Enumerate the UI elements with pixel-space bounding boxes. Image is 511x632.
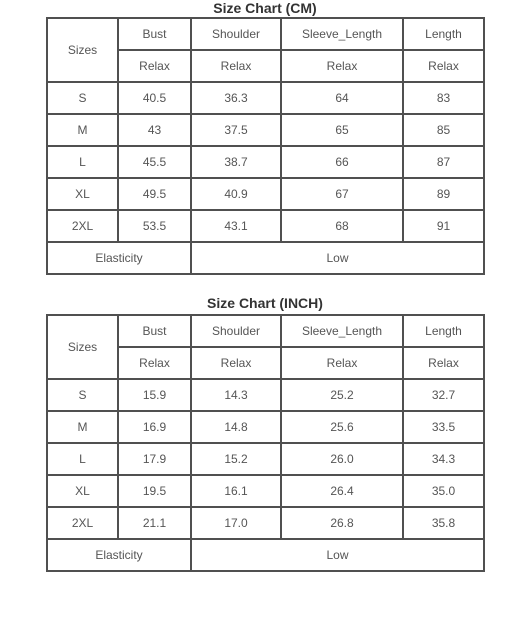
column-header-bust: Bust [118, 18, 191, 50]
value-cell: 15.2 [191, 443, 281, 475]
value-cell: 67 [281, 178, 403, 210]
table-row [47, 443, 484, 475]
size-chart-cm-table [46, 17, 485, 275]
value-cell: 25.2 [281, 379, 403, 411]
subheader-cell: Relax [281, 347, 403, 379]
value-cell: 17.0 [191, 507, 281, 539]
value-cell: 34.3 [403, 443, 484, 475]
column-header-shoulder: Shoulder [191, 315, 281, 347]
value-cell: 43.1 [191, 210, 281, 242]
subheader-cell: Relax [403, 50, 484, 82]
size-cell: M [47, 114, 118, 146]
value-cell: 43 [118, 114, 191, 146]
size-cell: L [47, 443, 118, 475]
value-cell: 26.4 [281, 475, 403, 507]
value-cell: 45.5 [118, 146, 191, 178]
value-cell: 17.9 [118, 443, 191, 475]
size-cell: L [47, 146, 118, 178]
table-row [47, 379, 484, 411]
table-row [47, 475, 484, 507]
subheader-cell: Relax [191, 347, 281, 379]
size-cell: XL [47, 178, 118, 210]
table-row [47, 178, 484, 210]
size-cell: 2XL [47, 210, 118, 242]
value-cell: 85 [403, 114, 484, 146]
size-cell: XL [47, 475, 118, 507]
value-cell: 25.6 [281, 411, 403, 443]
value-cell: 26.0 [281, 443, 403, 475]
value-cell: 64 [281, 82, 403, 114]
size-cell: M [47, 411, 118, 443]
subheader-cell: Relax [118, 347, 191, 379]
elasticity-label: Elasticity [47, 242, 191, 274]
elasticity-label: Elasticity [47, 539, 191, 571]
value-cell: 38.7 [191, 146, 281, 178]
size-chart-cm-title: Size Chart (CM) [213, 0, 317, 16]
value-cell: 21.1 [118, 507, 191, 539]
value-cell: 35.0 [403, 475, 484, 507]
column-header-sleeve-length: Sleeve_Length [281, 18, 403, 50]
table-row [47, 210, 484, 242]
value-cell: 14.3 [191, 379, 281, 411]
size-chart-inch-title: Size Chart (INCH) [207, 295, 323, 311]
column-header-length: Length [403, 18, 484, 50]
subheader-cell: Relax [403, 347, 484, 379]
column-header-length: Length [403, 315, 484, 347]
subheader-cell: Relax [191, 50, 281, 82]
table-row [47, 146, 484, 178]
column-header-shoulder: Shoulder [191, 18, 281, 50]
subheader-cell: Relax [281, 50, 403, 82]
elasticity-value: Low [191, 242, 484, 274]
subheader-cell: Relax [118, 50, 191, 82]
size-chart-inch-table [46, 314, 485, 572]
value-cell: 33.5 [403, 411, 484, 443]
table-row [47, 114, 484, 146]
value-cell: 53.5 [118, 210, 191, 242]
table-row [47, 411, 484, 443]
value-cell: 91 [403, 210, 484, 242]
size-cell: S [47, 379, 118, 411]
size-cell: 2XL [47, 507, 118, 539]
value-cell: 66 [281, 146, 403, 178]
header-row [47, 18, 484, 50]
value-cell: 65 [281, 114, 403, 146]
value-cell: 37.5 [191, 114, 281, 146]
sizes-header: Sizes [47, 18, 118, 82]
value-cell: 68 [281, 210, 403, 242]
header-row [47, 315, 484, 347]
size-cell: S [47, 82, 118, 114]
value-cell: 14.8 [191, 411, 281, 443]
sizes-header: Sizes [47, 315, 118, 379]
value-cell: 40.5 [118, 82, 191, 114]
value-cell: 49.5 [118, 178, 191, 210]
value-cell: 35.8 [403, 507, 484, 539]
elasticity-row [47, 242, 484, 274]
value-cell: 83 [403, 82, 484, 114]
value-cell: 15.9 [118, 379, 191, 411]
value-cell: 87 [403, 146, 484, 178]
value-cell: 40.9 [191, 178, 281, 210]
elasticity-row [47, 539, 484, 571]
column-header-sleeve-length: Sleeve_Length [281, 315, 403, 347]
table-row [47, 82, 484, 114]
value-cell: 16.1 [191, 475, 281, 507]
value-cell: 89 [403, 178, 484, 210]
value-cell: 32.7 [403, 379, 484, 411]
value-cell: 26.8 [281, 507, 403, 539]
elasticity-value: Low [191, 539, 484, 571]
value-cell: 36.3 [191, 82, 281, 114]
table-row [47, 507, 484, 539]
value-cell: 16.9 [118, 411, 191, 443]
column-header-bust: Bust [118, 315, 191, 347]
value-cell: 19.5 [118, 475, 191, 507]
